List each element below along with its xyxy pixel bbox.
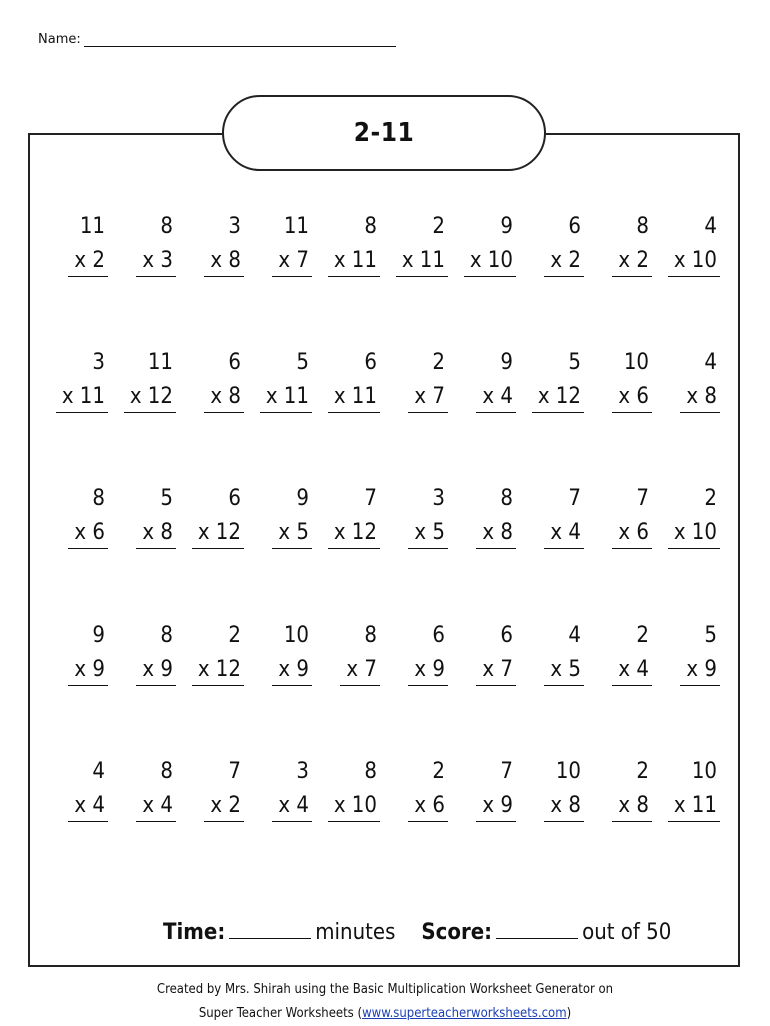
multiplication-problem (380, 619, 448, 687)
multiplication-problem (652, 210, 720, 278)
problem-top-number: 5 (296, 350, 309, 375)
problem-top-number: 11 (147, 350, 173, 375)
credit-line-1: Created by Mrs. Shirah using the Basic Multiplication Worksheet Generator on (156, 982, 614, 997)
problem-row (40, 619, 720, 687)
multiplication-problem (380, 755, 448, 823)
multiplication-problem (244, 755, 312, 823)
multiplication-problem (448, 482, 516, 550)
problem-multiplier: x 10 (464, 246, 516, 277)
multiplication-problem (108, 210, 176, 278)
problem-top-number: 4 (92, 759, 105, 784)
problem-multiplier: x 11 (260, 382, 312, 413)
website-link[interactable]: www.superteacherworksheets.com (362, 1006, 567, 1021)
problem-top-number: 4 (704, 350, 717, 375)
problem-top-number: 6 (432, 623, 445, 648)
problem-top-number: 6 (568, 214, 581, 239)
problem-multiplier: x 12 (192, 655, 244, 686)
problem-multiplier: x 12 (328, 518, 380, 549)
multiplication-problem (312, 210, 380, 278)
problem-top-number: 6 (228, 486, 241, 511)
problem-multiplier: x 11 (668, 791, 720, 822)
worksheet-title (222, 95, 546, 171)
multiplication-problem (380, 482, 448, 550)
problem-top-number: 3 (228, 214, 241, 239)
problem-top-number: 2 (636, 759, 649, 784)
problem-top-number: 10 (623, 350, 649, 375)
problem-multiplier: x 6 (612, 518, 652, 549)
multiplication-problem (516, 346, 584, 414)
multiplication-problem (448, 346, 516, 414)
problem-multiplier: x 4 (136, 791, 176, 822)
problem-top-number: 7 (500, 759, 513, 784)
problem-multiplier: x 6 (68, 518, 108, 549)
problem-top-number: 4 (568, 623, 581, 648)
problem-top-number: 10 (283, 623, 309, 648)
multiplication-problem (108, 755, 176, 823)
problem-multiplier: x 2 (544, 246, 584, 277)
problem-multiplier: x 4 (476, 382, 516, 413)
multiplication-problem (40, 210, 108, 278)
multiplication-problem (380, 346, 448, 414)
problem-multiplier: x 9 (408, 655, 448, 686)
multiplication-problem (652, 619, 720, 687)
problem-top-number: 5 (160, 486, 173, 511)
problem-top-number: 9 (296, 486, 309, 511)
problem-top-number: 6 (364, 350, 377, 375)
problem-top-number: 8 (160, 214, 173, 239)
problem-multiplier: x 10 (668, 518, 720, 549)
problem-top-number: 10 (555, 759, 581, 784)
out-of-label: out of 50 (582, 920, 672, 945)
multiplication-problem (312, 619, 380, 687)
problem-top-number: 7 (364, 486, 377, 511)
multiplication-problem (652, 755, 720, 823)
problem-top-number: 2 (704, 486, 717, 511)
multiplication-problem (176, 619, 244, 687)
problem-top-number: 8 (364, 214, 377, 239)
problem-top-number: 2 (432, 214, 445, 239)
problem-row (40, 346, 720, 414)
problem-multiplier: x 10 (328, 791, 380, 822)
problem-multiplier: x 7 (340, 655, 380, 686)
problem-multiplier: x 8 (136, 518, 176, 549)
multiplication-problem (584, 482, 652, 550)
multiplication-problem (244, 210, 312, 278)
problem-top-number: 9 (92, 623, 105, 648)
problem-top-number: 11 (283, 214, 309, 239)
problem-multiplier: x 8 (204, 246, 244, 277)
problem-top-number: 3 (432, 486, 445, 511)
problem-row (40, 482, 720, 550)
problem-multiplier: x 12 (124, 382, 176, 413)
problem-top-number: 10 (691, 759, 717, 784)
problem-top-number: 9 (500, 350, 513, 375)
multiplication-problem (108, 482, 176, 550)
multiplication-problem (40, 346, 108, 414)
multiplication-problem (516, 482, 584, 550)
multiplication-problem (584, 210, 652, 278)
multiplication-problem (40, 755, 108, 823)
multiplication-problem (312, 482, 380, 550)
multiplication-problem (516, 619, 584, 687)
problem-top-number: 3 (296, 759, 309, 784)
multiplication-problem (176, 482, 244, 550)
multiplication-problem (40, 619, 108, 687)
problem-top-number: 7 (636, 486, 649, 511)
problem-multiplier: x 10 (668, 246, 720, 277)
problem-top-number: 4 (704, 214, 717, 239)
problem-multiplier: x 9 (68, 655, 108, 686)
multiplication-problem (108, 346, 176, 414)
problem-multiplier: x 8 (680, 382, 720, 413)
time-score-row (163, 920, 671, 945)
problem-multiplier: x 9 (680, 655, 720, 686)
problem-multiplier: x 8 (544, 791, 584, 822)
worksheet-title-text: 2-11 (353, 118, 415, 148)
multiplication-problem (40, 482, 108, 550)
problem-top-number: 8 (364, 759, 377, 784)
credit-footer (0, 978, 770, 1026)
multiplication-problem (176, 346, 244, 414)
problem-multiplier: x 6 (408, 791, 448, 822)
problem-top-number: 7 (568, 486, 581, 511)
problem-multiplier: x 4 (544, 518, 584, 549)
problem-multiplier: x 11 (56, 382, 108, 413)
problem-multiplier: x 9 (272, 655, 312, 686)
problem-multiplier: x 4 (68, 791, 108, 822)
problem-multiplier: x 3 (136, 246, 176, 277)
multiplication-problem (584, 755, 652, 823)
problem-top-number: 3 (92, 350, 105, 375)
credit-suffix: ) (566, 1006, 572, 1021)
problem-top-number: 8 (160, 759, 173, 784)
multiplication-problem (244, 346, 312, 414)
multiplication-problem (584, 346, 652, 414)
problem-top-number: 2 (432, 350, 445, 375)
problem-multiplier: x 5 (272, 518, 312, 549)
multiplication-problem (312, 346, 380, 414)
problem-top-number: 2 (228, 623, 241, 648)
time-blank[interactable] (229, 920, 311, 939)
problem-multiplier: x 6 (612, 382, 652, 413)
multiplication-problem (176, 755, 244, 823)
problem-multiplier: x 11 (328, 246, 380, 277)
problem-multiplier: x 2 (68, 246, 108, 277)
problem-top-number: 6 (500, 623, 513, 648)
minutes-label: minutes (315, 920, 396, 945)
problem-top-number: 11 (79, 214, 105, 239)
credit-line-2 (0, 1002, 770, 1026)
multiplication-problem (108, 619, 176, 687)
problem-top-number: 8 (636, 214, 649, 239)
problem-row (40, 755, 720, 823)
name-field-row (38, 32, 396, 47)
problem-top-number: 6 (228, 350, 241, 375)
problem-multiplier: x 8 (612, 791, 652, 822)
problem-top-number: 2 (636, 623, 649, 648)
multiplication-problem (176, 210, 244, 278)
multiplication-problem (448, 755, 516, 823)
problem-multiplier: x 2 (612, 246, 652, 277)
multiplication-problem (516, 755, 584, 823)
problem-top-number: 8 (500, 486, 513, 511)
problem-multiplier: x 4 (612, 655, 652, 686)
problem-multiplier: x 4 (272, 791, 312, 822)
multiplication-problem (652, 346, 720, 414)
problem-multiplier: x 8 (204, 382, 244, 413)
problem-multiplier: x 8 (476, 518, 516, 549)
time-label: Time: (163, 920, 226, 945)
problem-top-number: 8 (92, 486, 105, 511)
multiplication-problem (244, 619, 312, 687)
problem-multiplier: x 2 (204, 791, 244, 822)
problem-multiplier: x 11 (328, 382, 380, 413)
problem-multiplier: x 5 (544, 655, 584, 686)
multiplication-problem (312, 755, 380, 823)
problem-multiplier: x 12 (192, 518, 244, 549)
problem-top-number: 7 (228, 759, 241, 784)
problem-multiplier: x 9 (476, 791, 516, 822)
problem-top-number: 8 (364, 623, 377, 648)
multiplication-problem (516, 210, 584, 278)
multiplication-problem (380, 210, 448, 278)
credit-prefix: Super Teacher Worksheets ( (198, 1006, 363, 1021)
problem-row (40, 210, 720, 278)
score-label: Score: (421, 920, 493, 945)
problem-multiplier: x 7 (272, 246, 312, 277)
name-label: Name: (38, 32, 81, 47)
multiplication-problem (244, 482, 312, 550)
problem-top-number: 5 (568, 350, 581, 375)
multiplication-problem (448, 619, 516, 687)
problem-multiplier: x 7 (476, 655, 516, 686)
multiplication-problem (448, 210, 516, 278)
problem-top-number: 5 (704, 623, 717, 648)
multiplication-problem (584, 619, 652, 687)
name-blank-line[interactable] (84, 32, 396, 47)
problem-top-number: 9 (500, 214, 513, 239)
problem-multiplier: x 7 (408, 382, 448, 413)
multiplication-problem (652, 482, 720, 550)
problem-multiplier: x 12 (532, 382, 584, 413)
problem-top-number: 8 (160, 623, 173, 648)
problem-multiplier: x 9 (136, 655, 176, 686)
problem-multiplier: x 5 (408, 518, 448, 549)
problem-multiplier: x 11 (396, 246, 448, 277)
problem-top-number: 2 (432, 759, 445, 784)
score-blank[interactable] (496, 920, 578, 939)
